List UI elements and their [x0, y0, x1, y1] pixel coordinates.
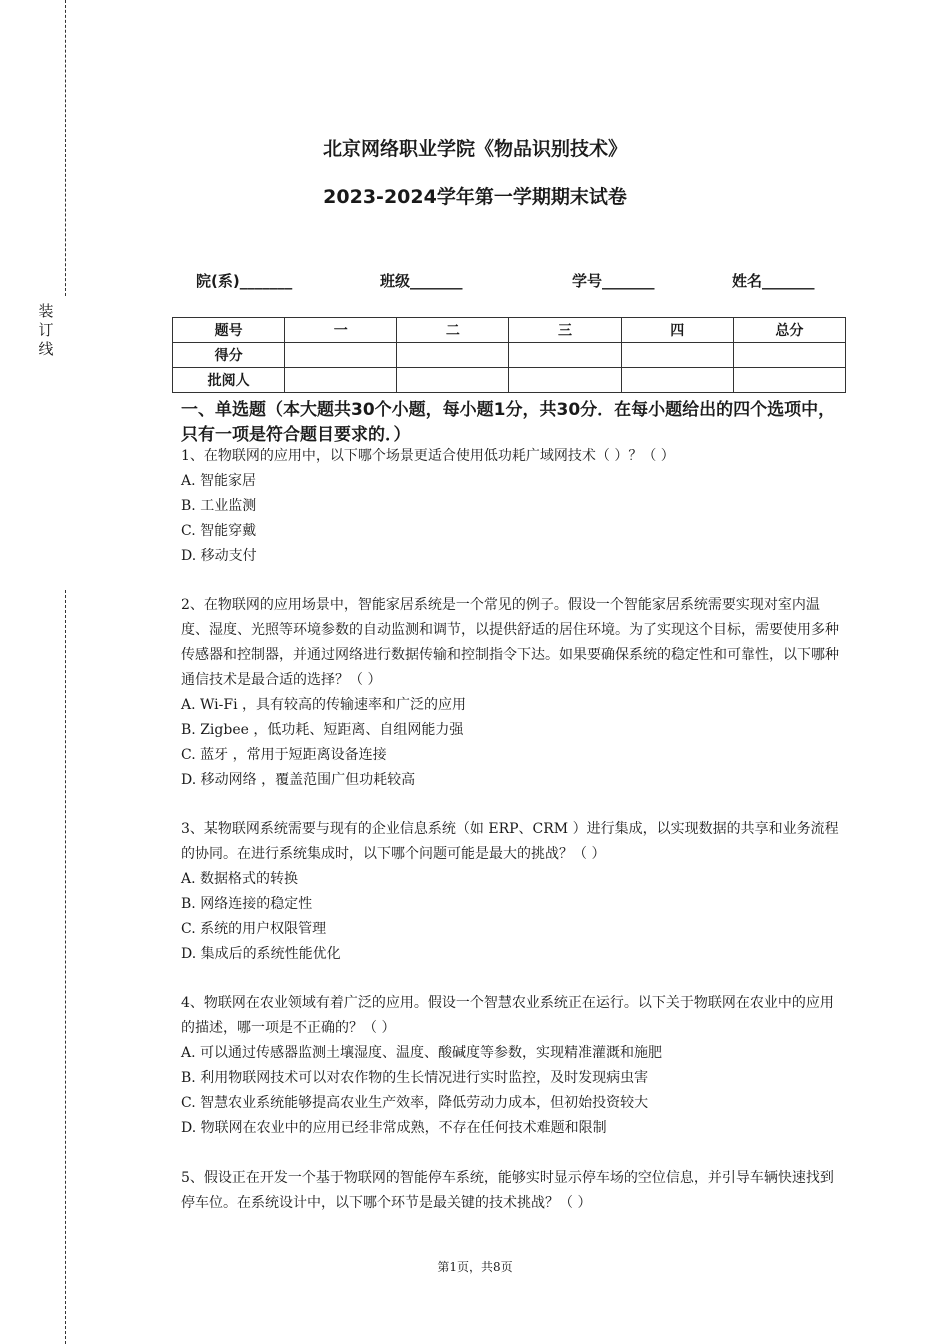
- question-stem: 5、假设正在开发一个基于物联网的智能停车系统，能够实时显示停车场的空位信息，并引导车辆快速找到停车位。在系统设计中，以下哪个环节是最关键的技术挑战？（ ）: [181, 1170, 834, 1211]
- exam-title-line2: 2023-2024学年第一学期期末试卷: [323, 186, 627, 208]
- score-header-cell: 二: [397, 318, 509, 343]
- exam-title-line1: 北京网络职业学院《物品识别技术》: [322, 138, 627, 160]
- option-d: D. 移动网络 ，覆盖范围广但功耗较高: [181, 772, 416, 788]
- question-stem: 2、在物联网的应用场景中，智能家居系统是一个常见的例子。假设一个智能家居系统需要实现对室内温度、湿度、光照等环境参数的自动监测和调节，以提供舒适的居住环境。为了实现这个目标，需要使用多种传感器和控制器，并通过网络进行数据传输和控制指令下达。如果要确保系统的稳定性和可靠性，以下哪种通信技术是最合适的选择？（ ）: [181, 597, 839, 688]
- option-c: C. 智能穿戴: [181, 523, 257, 539]
- option-c: C. 系统的用户权限管理: [181, 921, 327, 937]
- score-header-cell: 三: [509, 318, 621, 343]
- score-header-cell: 一: [285, 318, 397, 343]
- score-cell: [285, 368, 397, 393]
- score-table-row: [173, 368, 846, 393]
- question-stem: 1、在物联网的应用中，以下哪个场景更适合使用低功耗广域网技术（ ）？（ ）: [181, 448, 675, 464]
- option-c: C. 智慧农业系统能够提高农业生产效率，降低劳动力成本，但初始投资较大: [181, 1095, 649, 1111]
- question-stem: 4、物联网在农业领域有着广泛的应用。假设一个智慧农业系统正在运行。以下关于物联网在农业中的应用的描述，哪一项是不正确的？（ ）: [181, 995, 834, 1036]
- score-row-label: 批阅人: [173, 368, 285, 393]
- score-table-header-row: [173, 318, 846, 343]
- option-d: D. 集成后的系统性能优化: [181, 946, 341, 962]
- option-d: D. 移动支付: [181, 548, 257, 564]
- question-5: [181, 1166, 846, 1216]
- question-3: [181, 817, 846, 967]
- department-field: 院(系)_______: [196, 272, 293, 290]
- score-header-cell: 题号: [173, 318, 285, 343]
- question-stem: 3、某物联网系统需要与现有的企业信息系统（如 ERP、CRM ）进行集成，以实现数据的共享和业务流程的协同。在进行系统集成时，以下哪个问题可能是最大的挑战？（ ）: [181, 821, 839, 862]
- section-heading: 一、单选题（本大题共30个小题，每小题1分，共30分．在每小题给出的四个选项中，只有一项是符合题目要求的．）: [181, 400, 836, 445]
- page-footer: 第1页，共8页: [437, 1260, 513, 1274]
- option-b: B. 网络连接的稳定性: [181, 896, 313, 912]
- score-table: [172, 317, 846, 393]
- score-cell: [733, 368, 845, 393]
- binding-char: 装: [38, 302, 54, 320]
- score-table-row: [173, 343, 846, 368]
- binding-label: [36, 302, 56, 359]
- option-a: A. 数据格式的转换: [181, 871, 299, 887]
- question-4: [181, 991, 846, 1141]
- option-b: B. 利用物联网技术可以对农作物的生长情况进行实时监控，及时发现病虫害: [181, 1070, 649, 1086]
- score-cell: [509, 343, 621, 368]
- class-field: 班级_______: [380, 272, 463, 290]
- question-2: [181, 593, 846, 793]
- name-field: 姓名_______: [732, 272, 815, 290]
- student-id-field: 学号_______: [572, 272, 655, 290]
- binding-line-bottom: [65, 590, 66, 1344]
- score-cell: [621, 343, 733, 368]
- score-cell: [621, 368, 733, 393]
- question-1: [181, 444, 846, 569]
- score-row-label: 得分: [173, 343, 285, 368]
- option-b: B. Zigbee ，低功耗、短距离、自组网能力强: [181, 722, 464, 738]
- option-a: A. 可以通过传感器监测土壤湿度、温度、酸碱度等参数，实现精准灌溉和施肥: [181, 1045, 663, 1061]
- option-a: A. 智能家居: [181, 473, 257, 489]
- score-header-cell: 总分: [733, 318, 845, 343]
- option-b: B. 工业监测: [181, 498, 257, 514]
- score-cell: [733, 343, 845, 368]
- option-a: A. Wi-Fi ，具有较高的传输速率和广泛的应用: [181, 697, 467, 713]
- option-d: D. 物联网在农业中的应用已经非常成熟，不存在任何技术难题和限制: [181, 1120, 607, 1136]
- score-cell: [509, 368, 621, 393]
- binding-char: 线: [38, 340, 54, 358]
- score-cell: [397, 368, 509, 393]
- score-header-cell: 四: [621, 318, 733, 343]
- binding-char: 订: [38, 321, 54, 339]
- score-cell: [397, 343, 509, 368]
- option-c: C. 蓝牙 ，常用于短距离设备连接: [181, 747, 387, 763]
- score-cell: [285, 343, 397, 368]
